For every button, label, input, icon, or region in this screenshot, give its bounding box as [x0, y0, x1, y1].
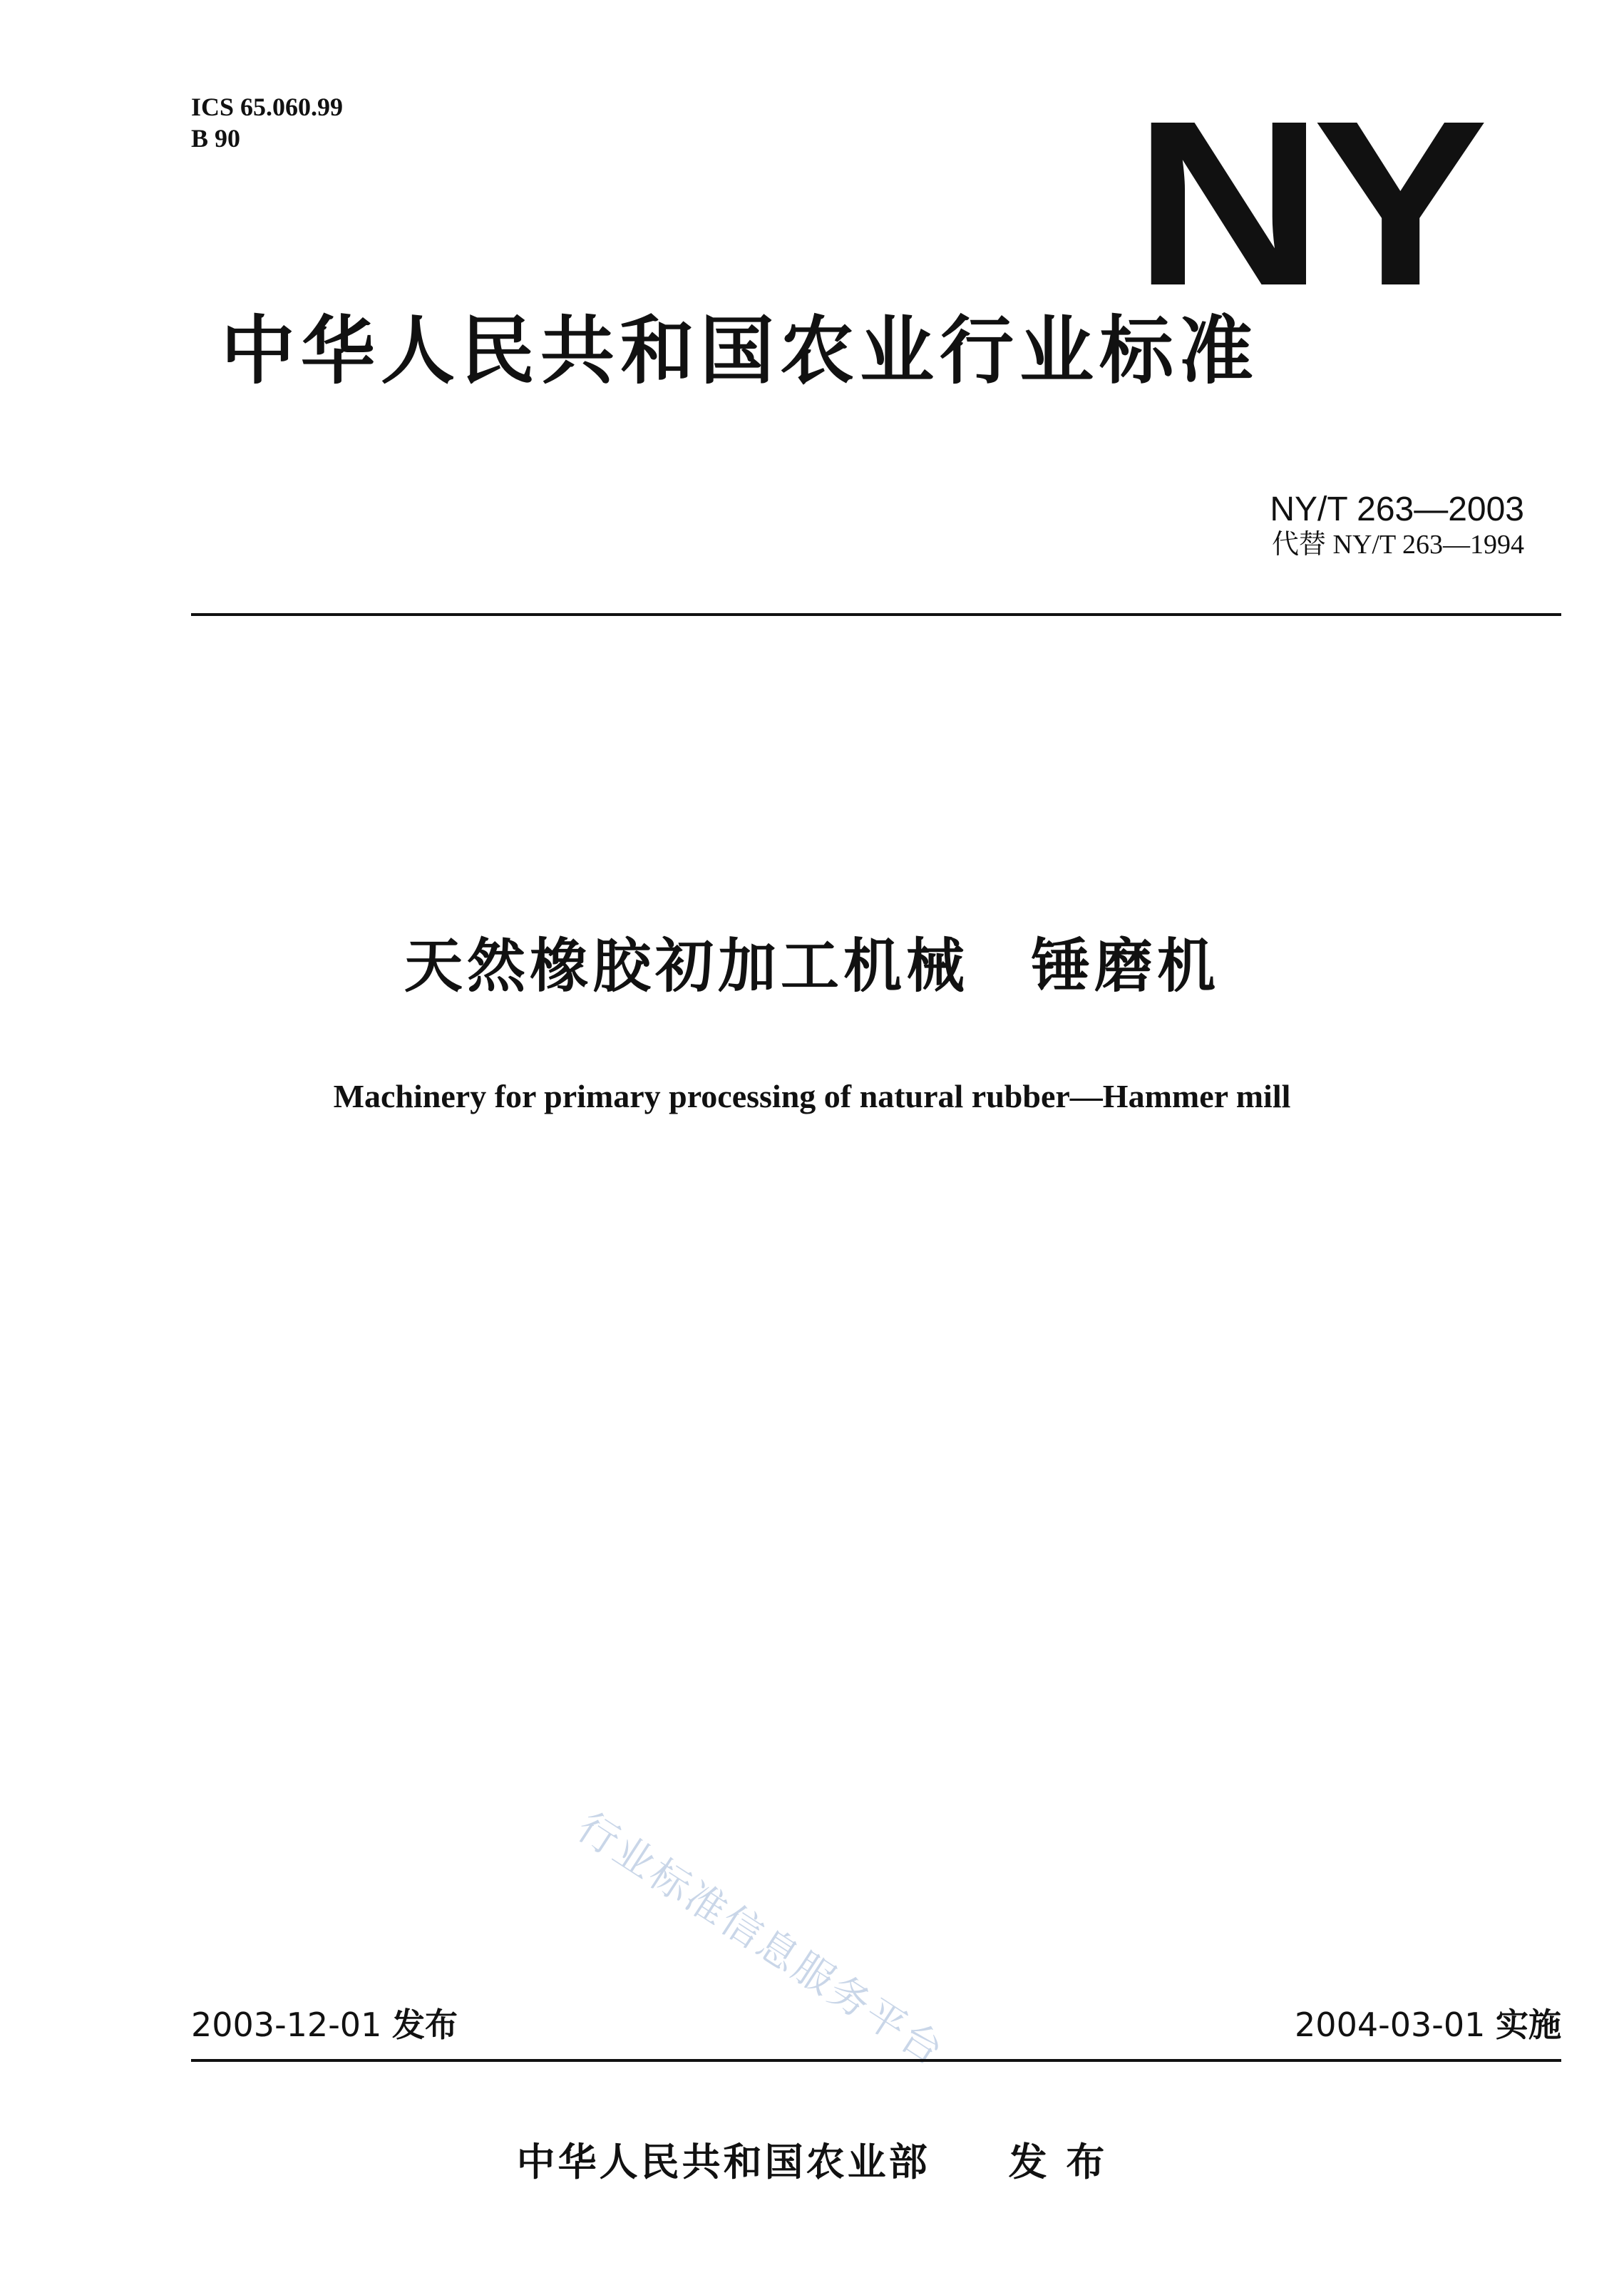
document-title-cn: 天然橡胶初加工机械 锤磨机 [404, 933, 1220, 1000]
issue-date-line [191, 2003, 458, 2046]
implement-date-line [1295, 2003, 1561, 2046]
implement-label: 实施 [1496, 2006, 1561, 2044]
implement-date: 2004-03-01 [1295, 2006, 1486, 2044]
publisher-name: 中华人民共和国农业部 [516, 2140, 930, 2184]
footer-divider [191, 2059, 1561, 2062]
issue-label: 发布 [391, 2006, 458, 2044]
standard-category-title: 中华人民共和国农业行业标准 [221, 307, 1260, 394]
ics-classification [191, 91, 343, 154]
issue-date: 2003-12-01 [191, 2006, 382, 2044]
category-code: B 90 [191, 124, 241, 153]
publisher-action: 发 布 [1008, 2140, 1108, 2184]
ny-logo: NY [1134, 71, 1478, 334]
document-title-en: Machinery for primary processing of natural rubber—Hammer mill [333, 1078, 1291, 1114]
ics-code: ICS 65.060.99 [191, 93, 344, 121]
header-divider [191, 613, 1561, 616]
replaces-code: 代替 NY/T 263—1994 [1272, 530, 1524, 560]
standard-code: NY/T 263—2003 [1270, 491, 1524, 528]
publisher-line [0, 2137, 1624, 2187]
watermark: 行业标准信息服务平台 [569, 1804, 953, 2076]
